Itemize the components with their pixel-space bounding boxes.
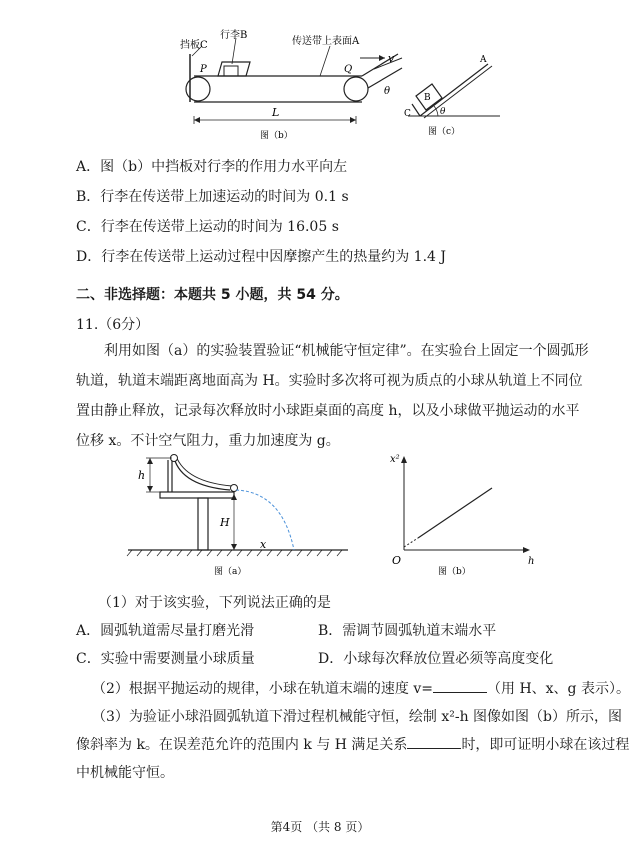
figure-b-graph [382,452,542,580]
q11-sub1-option-d: D．小球每次释放位置必须等高度变化 [318,651,554,667]
q11-sub2 [92,678,630,698]
fig-b2-caption: 图（b） [438,567,471,577]
q11-sub1-option-c: C．实验中需要测量小球质量 [76,651,255,667]
fig-c-label-a: A [480,55,487,65]
fig-a-label-h: h [138,469,146,482]
q11-number: 11.（6分） [76,317,150,333]
q11-sub3-blank[interactable] [407,734,461,749]
figure-c-incline [398,52,508,142]
q11-sub3-line1: （3）为验证小球沿圆弧轨道下滑过程机械能守恒，绘制 x²-h 图像如图（b）所示，图 [92,709,623,725]
fig-c-label-c: C [404,109,411,119]
q11-stem [76,336,592,456]
fig-b-label-l: L [272,106,280,119]
fig-b-label-v: v [388,52,395,65]
fig-b-caption: 图（b） [260,131,293,141]
q11-sub3-line2 [76,734,629,754]
fig-b-label-belt: 传送带上表面A [292,36,360,47]
fig-b-label-luggage: 行李B [220,30,248,41]
q11-sub2-after: （用 H、x、g 表示）。 [487,681,630,697]
page-footer: 第4页 （共 8 页） [270,820,370,834]
fig-b-label-theta: θ [384,86,391,97]
fig-b-label-baffle: 挡板C [180,40,208,51]
fig-c-label-b: B [424,93,431,103]
q11-sub3-after: 时，即可证明小球在该过程 [461,737,630,753]
q11-sub3-before: 像斜率为 k。在误差范允许的范围内 k 与 H 满足关系 [76,737,408,753]
fig-c-caption: 图（c） [428,127,461,137]
section-title: 二、非选择题：本题共 5 小题，共 54 分。 [76,287,349,303]
q10-option-c: C．行李在传送带上运动的时间为 16.05 s [76,219,339,235]
fig-b-label-q: Q [344,64,353,75]
q11-stem-text: 利用如图（a）的实验装置验证“机械能守恒定律”。在实验台上固定一个圆弧形轨道，轨道末端距离地面高为 H。实验时多次将可视为质点的小球从轨道上不同位置由静止释放，记录每次释放时小球距桌面的高度 h，以及小球做平抛运动的水平位移 x。不计空气阻力，重力加速度为 g。 [76,343,589,449]
fig-b2-label-o: O [392,554,402,567]
figure-b-conveyor [180,24,410,144]
fig-a-label-H: H [220,516,230,529]
fig-b-label-p: P [200,64,207,75]
fig-b2-label-x: h [528,556,535,567]
fig-b2-label-y: x² [390,454,400,465]
q11-sub1: （1）对于该实验，下列说法正确的是 [98,595,331,611]
q11-sub2-before: （2）根据平抛运动的规律，小球在轨道末端的速度 v= [92,681,433,697]
q10-option-b: B．行李在传送带上加速运动的时间为 0.1 s [76,189,349,205]
q10-option-d: D．行李在传送带上运动过程中因摩擦产生的热量约为 1.4 J [76,249,447,265]
graph-line [418,488,492,538]
q10-option-a: A．图（b）中挡板对行李的作用力水平向左 [76,159,348,175]
fig-c-label-theta: θ [440,107,446,117]
fig-a-label-x: x [260,538,267,551]
q11-sub3-line3: 中机械能守恒。 [76,765,174,781]
q11-sub2-blank[interactable] [433,678,487,693]
figure-a-apparatus [122,452,352,580]
fig-a-caption: 图（a） [214,567,247,577]
q11-sub1-option-a: A．圆弧轨道需尽量打磨光滑 [76,623,255,639]
q11-sub1-option-b: B．需调节圆弧轨道末端水平 [318,623,497,639]
